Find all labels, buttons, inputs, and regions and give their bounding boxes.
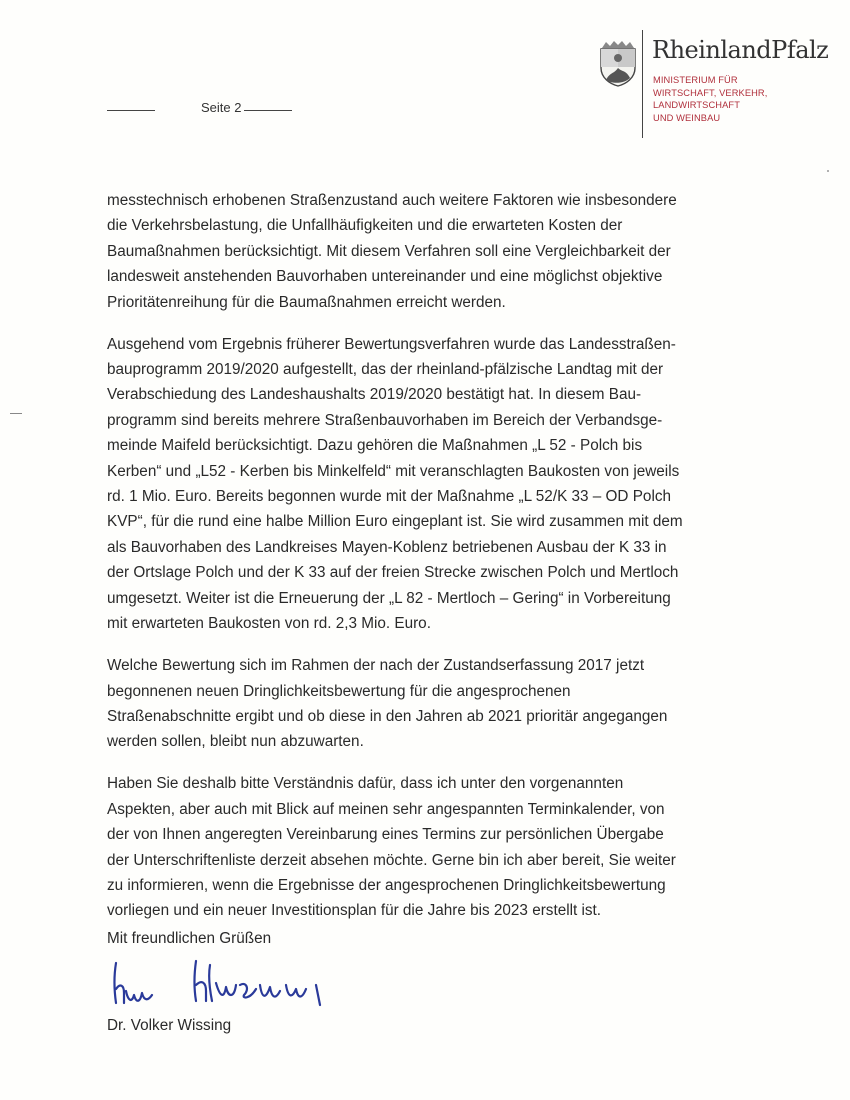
handwritten-signature-icon <box>110 955 370 1015</box>
text-line: Ausgehend vom Ergebnis früherer Bewertungsverfahren wurde das Landesstraßen- <box>107 335 676 353</box>
page-marker-rule-right <box>244 110 292 111</box>
text-line: programm sind bereits mehrere Straßenbauvorhaben im Bereich der Verbandsge- <box>107 411 663 429</box>
text-line: bauprogramm 2019/2020 aufgestellt, das der rheinland-pfälzische Landtag mit der <box>107 361 664 379</box>
text-line: mit erwarteten Baukosten von rd. 2,3 Mio. Euro. <box>107 615 431 633</box>
ministry-line: UND WEINBAU <box>653 112 721 123</box>
text-line: meinde Maifeld berücksichtigt. Dazu gehören die Maßnahmen „L 52 - Polch bis <box>107 437 643 455</box>
text-line: Straßenabschnitte ergibt und ob diese in den Jahren ab 2021 prioritär angegangen <box>107 707 668 725</box>
text-line: Kerben“ und „L52 - Kerben bis Minkelfeld“ mit veranschlagten Baukosten von jeweils <box>107 462 680 480</box>
text-line: Verabschiedung des Landeshaushalts 2019/2020 bestätigt hat. In diesem Bau- <box>107 386 642 404</box>
text-line: messtechnisch erhobenen Straßenzustand auch weitere Faktoren wie insbesondere <box>107 192 677 209</box>
text-line: zu informieren, wenn die Ergebnisse der angesprochenen Dringlichkeitsbewertung <box>107 876 666 894</box>
text-line: Haben Sie deshalb bitte Verständnis dafür, dass ich unter den vorgenannten <box>107 775 624 793</box>
page-label: Seite 2 <box>201 100 242 115</box>
text-line: Prioritätenreihung für die Baumaßnahmen erreicht werden. <box>107 293 506 311</box>
page-marker-rule-left <box>107 110 155 111</box>
logo-divider <box>642 30 643 138</box>
text-line: werden sollen, bleibt nun abzuwarten. <box>107 733 364 751</box>
text-line: der Ortslage Polch und der K 33 auf der freien Strecke zwischen Polch und Mertloch <box>107 564 679 582</box>
ministry-line: WIRTSCHAFT, VERKEHR, <box>653 87 768 98</box>
ministry-line: LANDWIRTSCHAFT <box>653 100 740 110</box>
text-line: begonnenen neuen Dringlichkeitsbewertung für die angesprochenen <box>107 682 571 700</box>
text-line: vorliegen und ein neuer Investitionsplan für die Jahre bis 2023 erstellt ist. <box>107 902 602 920</box>
paragraph-4 <box>107 771 747 923</box>
ministry-line: MINISTERIUM FÜR <box>653 75 738 85</box>
fold-mark <box>10 413 22 414</box>
text-line: Aspekten, aber auch mit Blick auf meinen sehr angespannten Terminkalender, von <box>107 800 665 818</box>
letter-body <box>107 188 747 940</box>
text-line: Welche Bewertung sich im Rahmen der nach der Zustandserfassung 2017 jetzt <box>107 657 645 675</box>
signer-name: Dr. Volker Wissing <box>107 1017 232 1034</box>
text-line: als Bauvorhaben des Landkreises Mayen-Koblenz betriebenen Ausbau der K 33 in <box>107 538 667 556</box>
text-line: KVP“, für die rund eine halbe Million Euro eingeplant ist. Sie wird zusammen mit dem <box>107 513 683 531</box>
text-line: rd. 1 Mio. Euro. Bereits begonnen wurde mit der Maßnahme „L 52/K 33 – OD Polch <box>107 488 671 506</box>
ministry-name <box>653 74 767 124</box>
text-line: die Verkehrsbelastung, die Unfallhäufigkeiten und die erwarteten Kosten der <box>107 217 623 235</box>
paragraph-3 <box>107 653 747 755</box>
scan-speck <box>827 170 829 172</box>
text-line: der von Ihnen angeregten Vereinbarung eines Termins zur persönlichen Übergabe <box>107 826 664 844</box>
text-line: landesweit anstehenden Bauvorhaben untereinander und eine möglichst objektive <box>107 268 663 286</box>
text-line: der Unterschriftenliste derzeit absehen möchte. Gerne bin ich aber bereit, Sie weiter <box>107 851 676 869</box>
text-line: Baumaßnahmen berücksichtigt. Mit diesem Verfahren soll eine Vergleichbarkeit der <box>107 242 671 260</box>
paragraph-2 <box>107 332 747 637</box>
state-wordmark: RheinlandPfalz <box>652 36 829 64</box>
page-number-marker <box>107 100 292 115</box>
coat-of-arms-icon <box>598 38 638 88</box>
text-line: umgesetzt. Weiter ist die Erneuerung der „L 82 - Mertloch – Gering“ in Vorbereitung <box>107 589 671 607</box>
paragraph-1 <box>107 188 747 315</box>
letter-header <box>0 0 850 160</box>
closing-salutation: Mit freundlichen Grüßen <box>107 930 272 947</box>
